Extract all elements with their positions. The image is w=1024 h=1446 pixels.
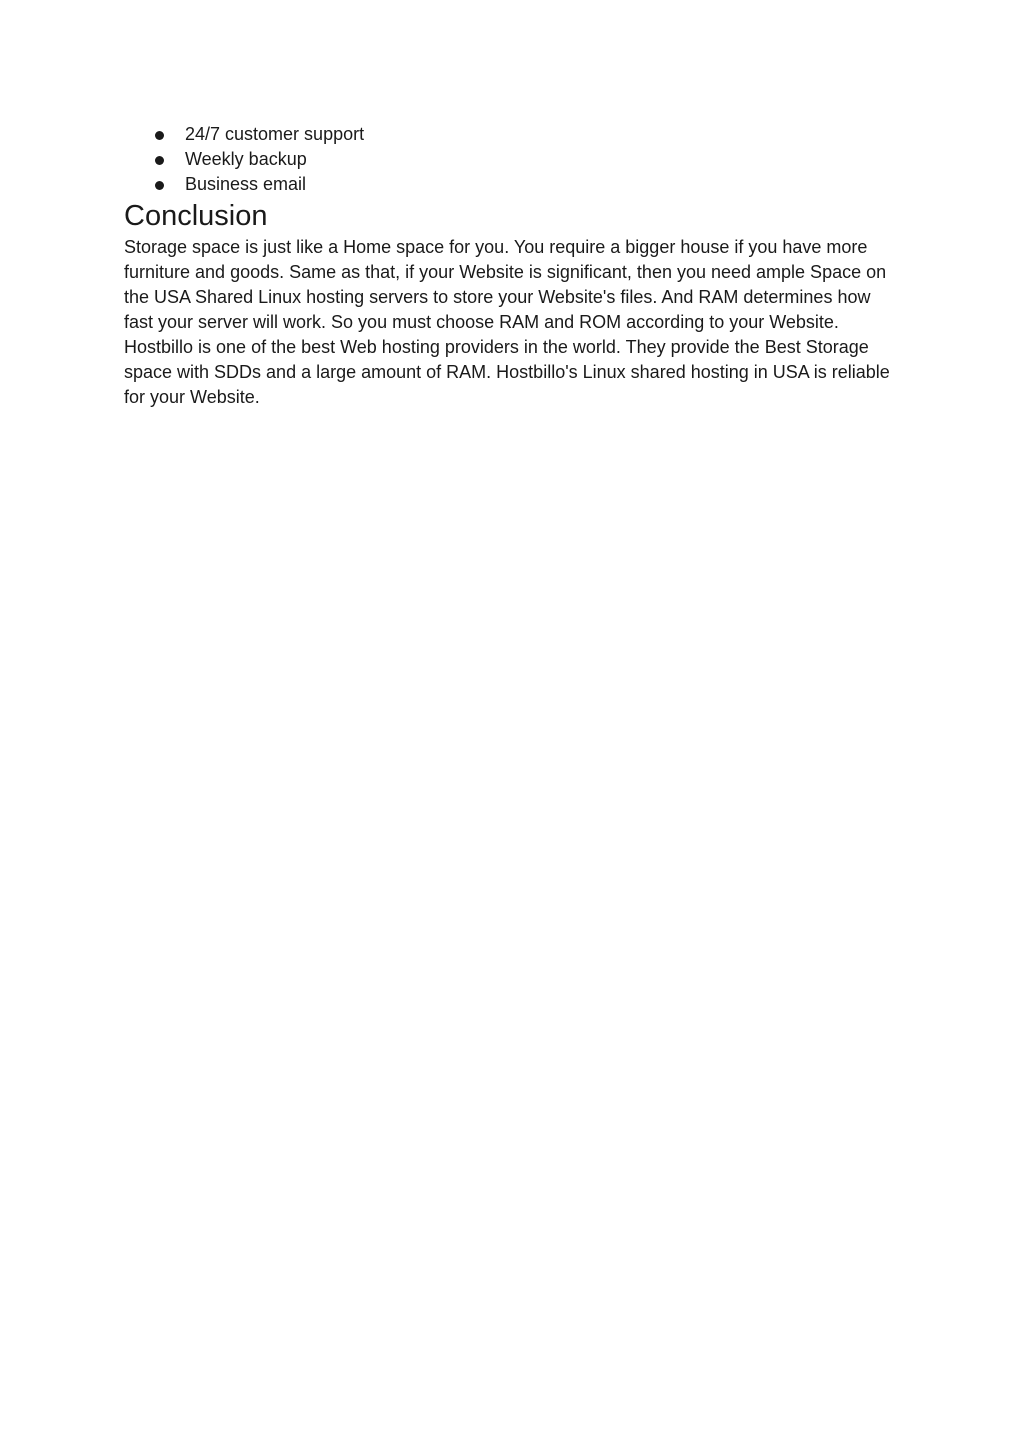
bullet-icon	[155, 156, 164, 165]
list-item	[124, 147, 904, 172]
list-item	[124, 122, 904, 147]
bullet-icon	[155, 131, 164, 140]
list-item-text: Business email	[185, 174, 307, 194]
document-page	[124, 122, 904, 410]
list-item-text: 24/7 customer support	[185, 124, 365, 144]
conclusion-paragraph-storage: Storage space is just like a Home space for you. You require a bigger house if you have more furniture and goods. Same as that, if your Website is significant, then you need ample Space on the USA Shared Linux hosting servers to store your Website's files. And RAM determines how fast your server will work. So you must choose RAM and ROM according to your Website.	[124, 237, 887, 332]
bullet-icon	[155, 181, 164, 190]
list-item-text: Weekly backup	[185, 149, 307, 169]
features-list	[124, 122, 904, 197]
list-item	[124, 172, 904, 197]
conclusion-heading: Conclusion	[124, 200, 268, 232]
conclusion-paragraph-hostbillo: Hostbillo is one of the best Web hosting providers in the world. They provide the Best Storage space with SDDs and a large amount of RAM. Hostbillo's Linux shared hosting in USA is reliable for your Website.	[124, 337, 890, 407]
